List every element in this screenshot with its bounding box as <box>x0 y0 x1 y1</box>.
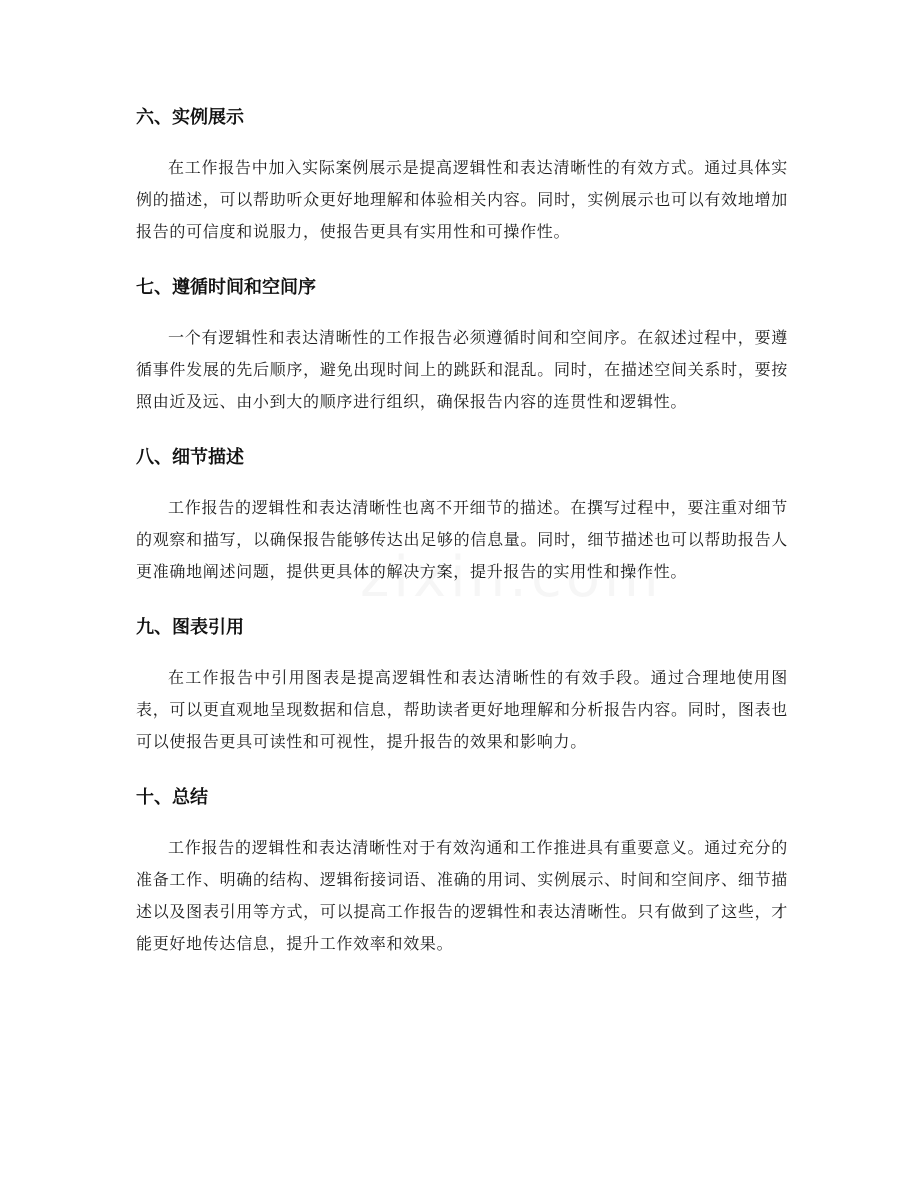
section-heading: 九、图表引用 <box>136 617 244 638</box>
section-heading: 六、实例展示 <box>136 107 244 128</box>
document-page <box>136 104 788 986</box>
section-8 <box>136 444 788 588</box>
section-heading: 八、细节描述 <box>136 447 244 468</box>
section-paragraph: 一个有逻辑性和表达清晰性的工作报告必须遵循时间和空间序。在叙述过程中，要遵循事件发展的先后顺序，避免出现时间上的跳跃和混乱。同时，在描述空间关系时，要按照由近及远、由小到大的顺序进行组织，确保报告内容的连贯性和逻辑性。 <box>136 328 788 411</box>
section-paragraph: 工作报告的逻辑性和表达清晰性对于有效沟通和工作推进具有重要意义。通过充分的准备工作、明确的结构、逻辑衔接词语、准确的用词、实例展示、时间和空间序、细节描述以及图表引用等方式，可以提高工作报告的逻辑性和表达清晰性。只有做到了这些，才能更好地传达信息，提升工作效率和效果。 <box>136 838 788 953</box>
section-9 <box>136 614 788 758</box>
section-heading: 十、总结 <box>136 787 208 808</box>
section-heading: 七、遵循时间和空间序 <box>136 277 316 298</box>
section-paragraph: 工作报告的逻辑性和表达清晰性也离不开细节的描述。在撰写过程中，要注重对细节的观察和描写，以确保报告能够传达出足够的信息量。同时，细节描述也可以帮助报告人更准确地阐述问题，提供更具体的解决方案，提升报告的实用性和操作性。 <box>136 498 788 581</box>
section-6 <box>136 104 788 248</box>
section-7 <box>136 274 788 418</box>
section-10 <box>136 784 788 960</box>
section-paragraph: 在工作报告中加入实际案例展示是提高逻辑性和表达清晰性的有效方式。通过具体实例的描述，可以帮助听众更好地理解和体验相关内容。同时，实例展示也可以有效地增加报告的可信度和说服力，使报告更具有实用性和可操作性。 <box>136 158 788 241</box>
section-paragraph: 在工作报告中引用图表是提高逻辑性和表达清晰性的有效手段。通过合理地使用图表，可以更直观地呈现数据和信息，帮助读者更好地理解和分析报告内容。同时，图表也可以使报告更具可读性和可视性，提升报告的效果和影响力。 <box>136 668 788 751</box>
